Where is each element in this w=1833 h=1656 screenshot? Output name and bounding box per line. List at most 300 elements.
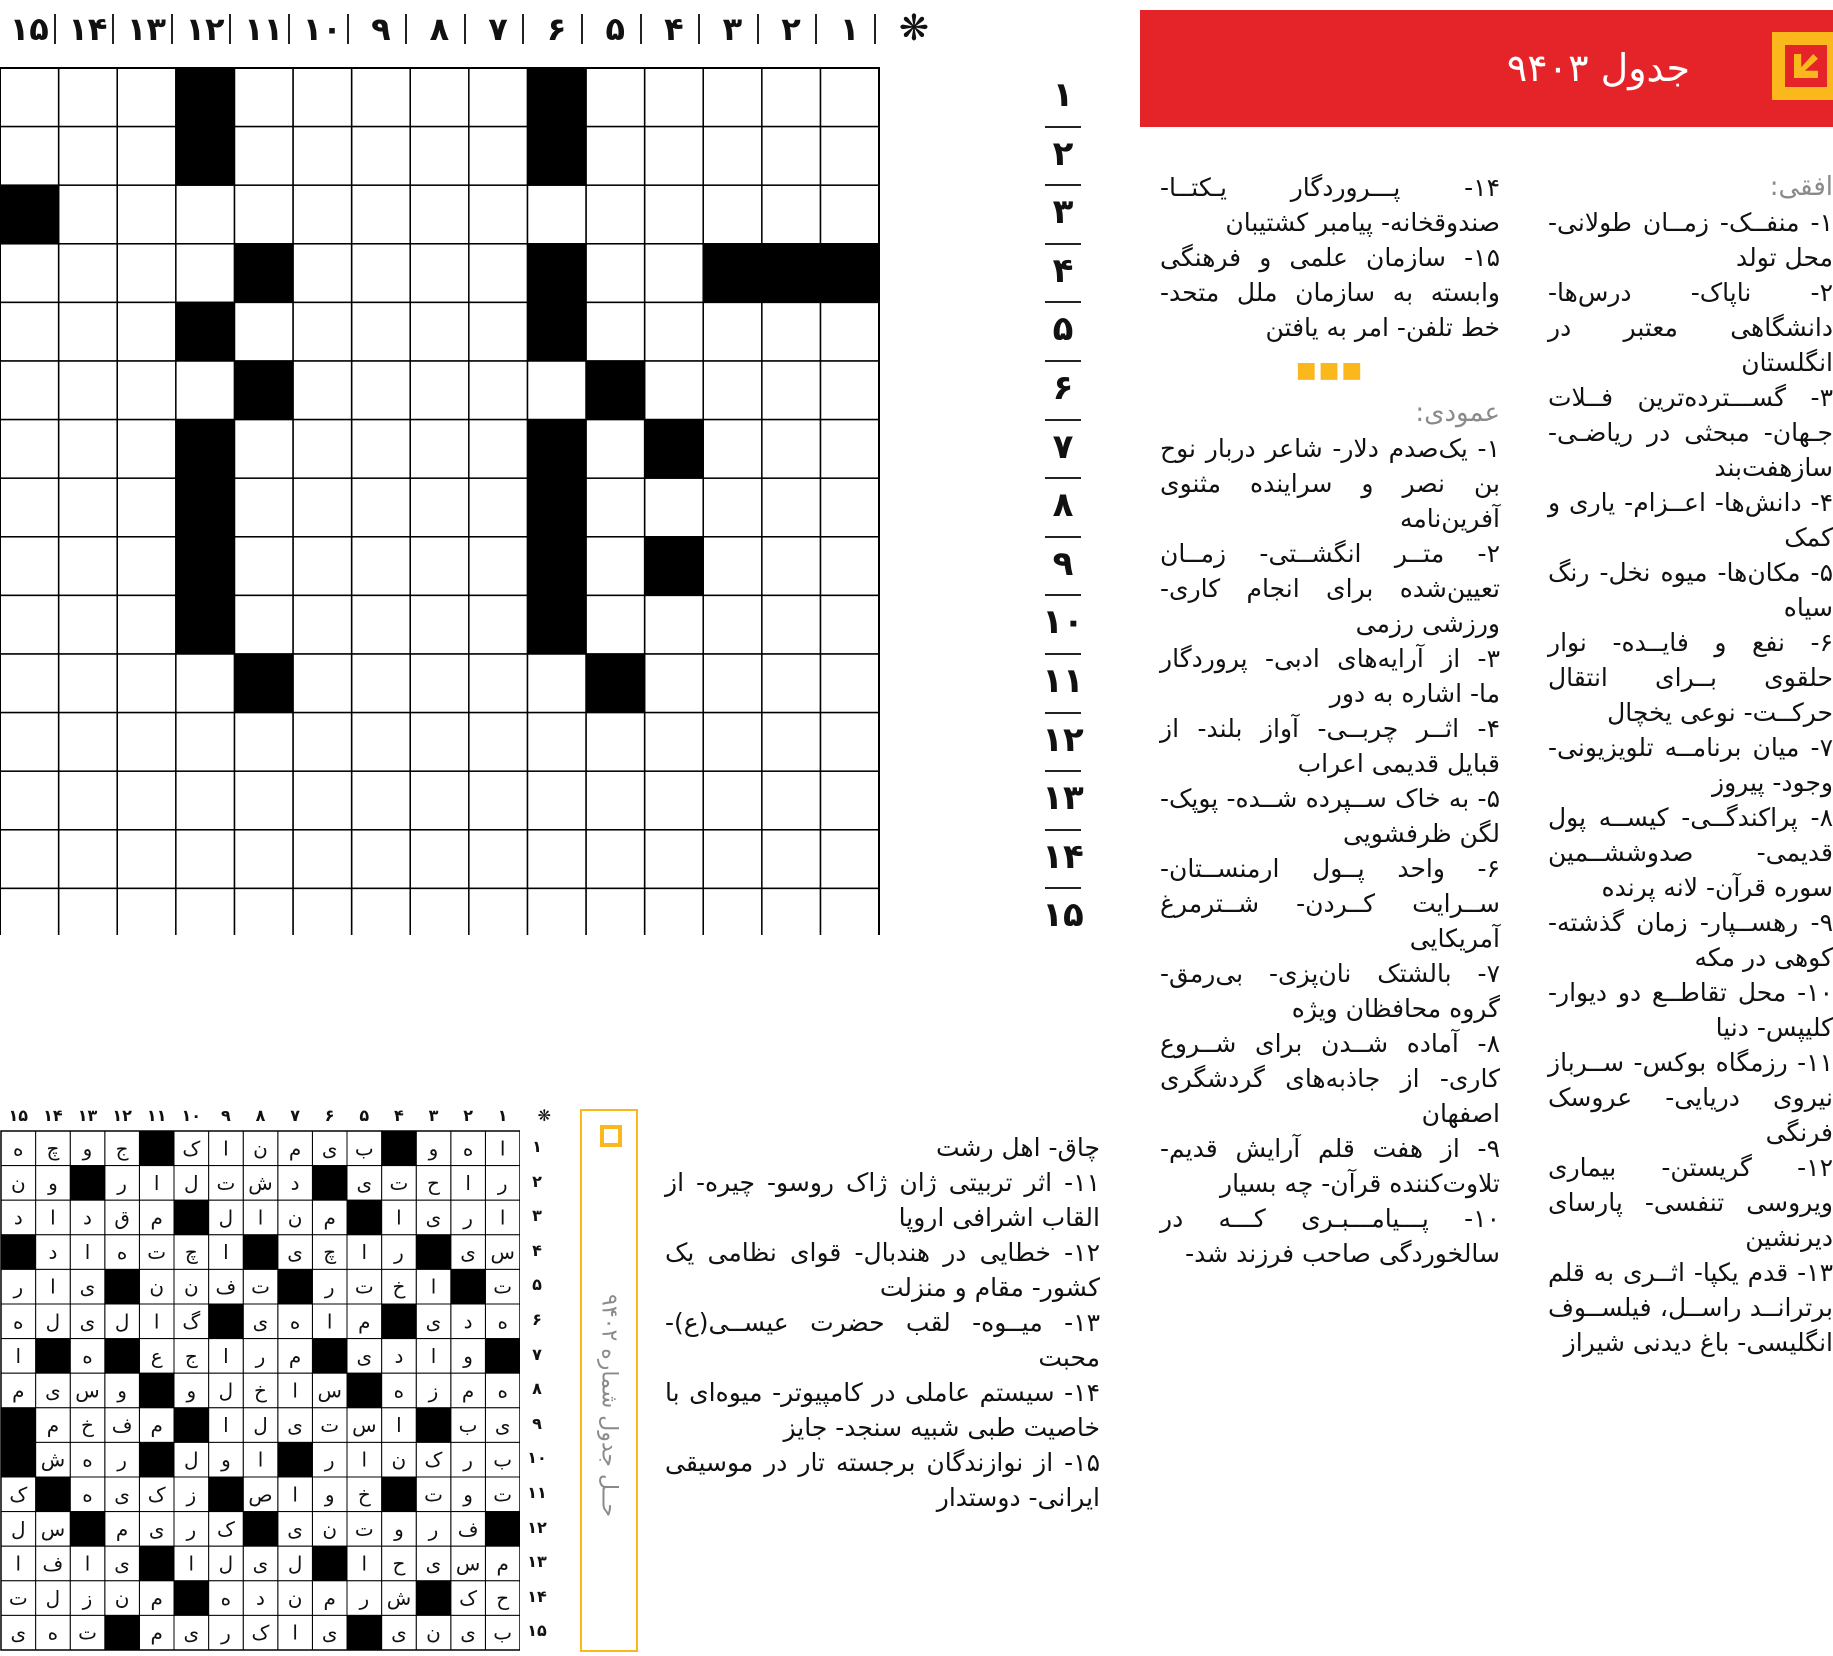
grid-cell[interactable]	[352, 244, 411, 303]
grid-cell[interactable]	[820, 478, 879, 537]
solution-black-cell	[209, 1304, 244, 1339]
grid-cell[interactable]	[469, 830, 528, 889]
solution-letter: ت	[251, 1274, 270, 1299]
down-clue: ۱۲- خطایی در هندبال- قوای نظامی یک کشور- مقام و منزلت	[665, 1238, 1100, 1302]
grid-cell[interactable]	[293, 830, 352, 889]
grid-cell[interactable]	[352, 68, 411, 127]
solution-letter: ن	[114, 1586, 130, 1611]
solution-letter: و	[186, 1378, 197, 1403]
grid-cell[interactable]	[703, 302, 762, 361]
grid-cell[interactable]	[645, 713, 704, 772]
grid-cell[interactable]	[703, 478, 762, 537]
grid-cell[interactable]	[176, 830, 235, 889]
grid-cell[interactable]	[293, 244, 352, 303]
corner-star-icon: ❋	[898, 8, 930, 49]
grid-cell[interactable]	[820, 537, 879, 596]
grid-cell[interactable]	[352, 361, 411, 420]
down-clue: ۱۳- میــوه- لقب حضرت عیســی(ع)- محبت	[665, 1308, 1100, 1372]
grid-cell[interactable]	[352, 771, 411, 830]
grid-cell[interactable]	[59, 830, 118, 889]
solution-letter: م	[150, 1586, 163, 1611]
grid-cell[interactable]	[410, 537, 469, 596]
grid-cell[interactable]	[762, 68, 821, 127]
grid-cell[interactable]	[352, 888, 411, 935]
grid-cell[interactable]	[117, 361, 176, 420]
grid-cell[interactable]	[820, 185, 879, 244]
grid-cell[interactable]	[762, 595, 821, 654]
solution-row-number: ۱۴	[527, 1586, 547, 1606]
grid-cell[interactable]	[586, 185, 645, 244]
across-clue: ۱۳- قدم یکپا- اثــری به قلم برترانــد راســل، فیلســوف انگلیسی- باغ دیدنی شیراز	[1548, 1258, 1833, 1357]
grid-cell[interactable]	[234, 127, 293, 186]
solution-column-number: ۱۰	[181, 1106, 202, 1125]
grid-cell[interactable]	[293, 888, 352, 935]
down-clue: ۱۰- پـــیامـــبـری کـــه در سالخوردگی صاحب فرزند شد-	[1160, 1204, 1500, 1268]
grid-cell[interactable]	[762, 830, 821, 889]
grid-cell[interactable]	[293, 302, 352, 361]
grid-cell[interactable]	[762, 478, 821, 537]
grid-cell[interactable]	[352, 595, 411, 654]
grid-cell[interactable]	[117, 888, 176, 935]
grid-cell[interactable]	[762, 302, 821, 361]
solution-letter: ی	[45, 1378, 61, 1403]
solution-letter: ت	[354, 1274, 374, 1299]
across-clue: ۱- منفــک- زمــان طولانی- محل تولد	[1548, 208, 1833, 272]
solution-black-cell	[139, 1546, 174, 1581]
black-cell	[762, 244, 821, 303]
grid-cell[interactable]	[352, 478, 411, 537]
grid-cell[interactable]	[0, 595, 59, 654]
grid-cell[interactable]	[0, 127, 59, 186]
across-clue: ۵- مکان‌ها- میوه نخل- رنگ سیاه	[1548, 558, 1833, 622]
grid-cell[interactable]	[0, 713, 59, 772]
solution-letter: د	[48, 1240, 58, 1265]
grid-cell[interactable]	[293, 420, 352, 479]
grid-cell[interactable]	[762, 185, 821, 244]
grid-cell[interactable]	[820, 127, 879, 186]
solution-letter: ر	[324, 1274, 335, 1299]
solution-black-cell	[174, 1408, 209, 1443]
grid-cell[interactable]	[117, 302, 176, 361]
grid-cell[interactable]	[645, 361, 704, 420]
grid-cell[interactable]	[293, 537, 352, 596]
grid-cell[interactable]	[527, 185, 586, 244]
grid-cell[interactable]	[820, 654, 879, 713]
grid-cell[interactable]	[469, 420, 528, 479]
grid-cell[interactable]	[410, 888, 469, 935]
solution-black-cell	[139, 1442, 174, 1477]
grid-cell[interactable]	[645, 888, 704, 935]
grid-cell[interactable]	[586, 771, 645, 830]
grid-cell[interactable]	[469, 361, 528, 420]
solution-letter: و	[324, 1482, 335, 1507]
solution-letter: ت	[493, 1482, 513, 1507]
grid-cell[interactable]	[410, 654, 469, 713]
grid-cell[interactable]	[410, 127, 469, 186]
grid-cell[interactable]	[469, 244, 528, 303]
grid-cell[interactable]	[645, 302, 704, 361]
grid-cell[interactable]	[59, 361, 118, 420]
grid-cell[interactable]	[586, 68, 645, 127]
solution-black-cell	[1, 1235, 36, 1270]
grid-cell[interactable]	[820, 361, 879, 420]
grid-cell[interactable]	[59, 420, 118, 479]
grid-cell[interactable]	[59, 302, 118, 361]
black-cell	[176, 127, 235, 186]
row-number: ۸	[1052, 485, 1074, 526]
grid-cell[interactable]	[586, 420, 645, 479]
column-divider	[581, 14, 583, 44]
grid-cell[interactable]	[586, 302, 645, 361]
grid-cell[interactable]	[176, 244, 235, 303]
solution-letter: ز	[82, 1586, 93, 1611]
grid-cell[interactable]	[117, 771, 176, 830]
grid-cell[interactable]	[527, 713, 586, 772]
solution-letter: ا	[499, 1136, 506, 1161]
grid-cell[interactable]	[645, 478, 704, 537]
grid-cell[interactable]	[469, 478, 528, 537]
grid-cell[interactable]	[59, 888, 118, 935]
grid-cell[interactable]	[234, 302, 293, 361]
grid-cell[interactable]	[645, 654, 704, 713]
grid-cell[interactable]	[293, 127, 352, 186]
grid-cell[interactable]	[586, 888, 645, 935]
row-number: ۴	[1052, 250, 1074, 291]
grid-cell[interactable]	[59, 771, 118, 830]
grid-cell[interactable]	[586, 830, 645, 889]
grid-cell[interactable]	[586, 127, 645, 186]
grid-cell[interactable]	[703, 361, 762, 420]
grid-cell[interactable]	[352, 420, 411, 479]
grid-cell[interactable]	[410, 185, 469, 244]
solution-letter: ا	[223, 1136, 229, 1161]
grid-cell[interactable]	[645, 830, 704, 889]
grid-cell[interactable]	[176, 654, 235, 713]
black-cell	[703, 244, 762, 303]
grid-cell[interactable]	[820, 830, 879, 889]
grid-cell[interactable]	[410, 595, 469, 654]
grid-cell[interactable]	[117, 654, 176, 713]
grid-cell[interactable]	[410, 361, 469, 420]
grid-cell[interactable]	[0, 771, 59, 830]
row-number: ۷	[1052, 426, 1074, 467]
grid-cell[interactable]	[820, 68, 879, 127]
grid-cell[interactable]	[410, 771, 469, 830]
grid-cell[interactable]	[0, 244, 59, 303]
down-clue: ۷- بالشتک نان‌پزی- بی‌رمق- گروه محافظان ویژه	[1160, 959, 1500, 1023]
grid-cell[interactable]	[293, 771, 352, 830]
grid-cell[interactable]	[0, 478, 59, 537]
solution-black-cell	[347, 1615, 382, 1650]
grid-cell[interactable]	[703, 68, 762, 127]
grid-cell[interactable]	[586, 713, 645, 772]
grid-cell[interactable]	[527, 830, 586, 889]
grid-cell[interactable]	[234, 537, 293, 596]
grid-cell[interactable]	[234, 420, 293, 479]
solution-letter: ا	[50, 1205, 56, 1230]
grid-cell[interactable]	[234, 185, 293, 244]
grid-cell[interactable]	[59, 127, 118, 186]
grid-cell[interactable]	[0, 537, 59, 596]
solution-letter: ل	[253, 1413, 268, 1438]
grid-cell[interactable]	[703, 537, 762, 596]
grid-cell[interactable]	[469, 595, 528, 654]
grid-cell[interactable]	[527, 654, 586, 713]
solution-letter: ا	[257, 1447, 264, 1472]
grid-cell[interactable]	[469, 185, 528, 244]
grid-cell[interactable]	[410, 420, 469, 479]
solution-letter: ن	[391, 1447, 407, 1472]
grid-cell[interactable]	[59, 68, 118, 127]
grid-cell[interactable]	[469, 888, 528, 935]
black-cell	[586, 361, 645, 420]
grid-cell[interactable]	[117, 595, 176, 654]
grid-cell[interactable]	[234, 713, 293, 772]
section-separator: ■■■	[1295, 358, 1365, 383]
solution-letter: ک	[459, 1586, 478, 1611]
solution-letter: ن	[10, 1170, 26, 1195]
solution-letter: ا	[153, 1309, 160, 1334]
grid-cell[interactable]	[762, 654, 821, 713]
solution-letter: ا	[84, 1551, 91, 1576]
grid-cell[interactable]	[117, 478, 176, 537]
across-clue: ۴- دانش‌ها- اعــزام- یاری و کمک	[1548, 488, 1833, 552]
grid-cell[interactable]	[703, 127, 762, 186]
grid-cell[interactable]	[820, 713, 879, 772]
column-divider	[874, 14, 876, 44]
grid-cell[interactable]	[352, 713, 411, 772]
grid-cell[interactable]	[352, 537, 411, 596]
grid-cell[interactable]	[234, 478, 293, 537]
grid-cell[interactable]	[410, 478, 469, 537]
grid-cell[interactable]	[293, 654, 352, 713]
solution-letter: ل	[45, 1309, 61, 1334]
grid-cell[interactable]	[293, 68, 352, 127]
solution-letter: ن	[322, 1516, 338, 1541]
solution-black-cell	[139, 1373, 174, 1408]
grid-cell[interactable]	[645, 127, 704, 186]
grid-cell[interactable]	[352, 127, 411, 186]
grid-cell[interactable]	[352, 830, 411, 889]
grid-cell[interactable]	[117, 185, 176, 244]
grid-cell[interactable]	[703, 185, 762, 244]
solution-letter: چ	[323, 1240, 337, 1265]
solution-black-cell	[243, 1512, 278, 1547]
solution-letter: ه	[82, 1447, 93, 1472]
solution-letter: ل	[114, 1309, 130, 1334]
grid-cell[interactable]	[117, 537, 176, 596]
grid-cell[interactable]	[586, 537, 645, 596]
solution-letter: ع	[150, 1343, 163, 1368]
grid-cell[interactable]	[0, 361, 59, 420]
solution-row-number: ۸	[532, 1379, 542, 1399]
solution-black-cell	[312, 1166, 347, 1201]
grid-cell[interactable]	[469, 127, 528, 186]
grid-cell[interactable]	[703, 595, 762, 654]
grid-cell[interactable]	[703, 830, 762, 889]
grid-cell[interactable]	[703, 420, 762, 479]
grid-cell[interactable]	[527, 361, 586, 420]
grid-cell[interactable]	[410, 830, 469, 889]
solution-column-number: ۱۱	[146, 1106, 167, 1125]
grid-cell[interactable]	[234, 68, 293, 127]
grid-cell[interactable]	[410, 68, 469, 127]
grid-cell[interactable]	[0, 888, 59, 935]
solution-letter: ا	[292, 1482, 298, 1507]
grid-cell[interactable]	[117, 68, 176, 127]
solution-letter: ا	[84, 1240, 91, 1265]
grid-cell[interactable]	[293, 713, 352, 772]
grid-cell[interactable]	[59, 478, 118, 537]
grid-cell[interactable]	[176, 771, 235, 830]
grid-cell[interactable]	[176, 185, 235, 244]
grid-cell[interactable]	[59, 185, 118, 244]
column-divider	[229, 14, 231, 44]
solution-grid	[0, 1130, 520, 1656]
grid-cell[interactable]	[820, 771, 879, 830]
solution-letter: م	[150, 1205, 163, 1230]
grid-cell[interactable]	[0, 654, 59, 713]
grid-cell[interactable]	[645, 68, 704, 127]
grid-cell[interactable]	[176, 713, 235, 772]
solution-column-number: ۱۵	[8, 1106, 29, 1125]
grid-cell[interactable]	[410, 713, 469, 772]
row-divider	[1045, 360, 1081, 362]
grid-cell[interactable]	[645, 185, 704, 244]
grid-cell[interactable]	[762, 127, 821, 186]
solution-letter: م	[288, 1343, 302, 1368]
solution-letter: ر	[255, 1343, 266, 1368]
grid-cell[interactable]	[410, 244, 469, 303]
grid-cell[interactable]	[352, 185, 411, 244]
grid-cell[interactable]	[59, 537, 118, 596]
grid-cell[interactable]	[645, 595, 704, 654]
grid-cell[interactable]	[469, 771, 528, 830]
solution-letter: ن	[253, 1136, 268, 1161]
grid-cell[interactable]	[703, 713, 762, 772]
puzzle-title-banner	[1140, 10, 1833, 127]
solution-letter: ح	[392, 1551, 406, 1576]
grid-cell[interactable]	[703, 888, 762, 935]
grid-cell[interactable]	[586, 595, 645, 654]
grid-cell[interactable]	[234, 888, 293, 935]
grid-cell[interactable]	[645, 771, 704, 830]
grid-cell[interactable]	[0, 420, 59, 479]
grid-cell[interactable]	[820, 420, 879, 479]
solution-column-number: ۷	[290, 1106, 300, 1125]
grid-cell[interactable]	[469, 713, 528, 772]
solution-letter: د	[394, 1343, 404, 1368]
grid-cell[interactable]	[762, 888, 821, 935]
grid-cell[interactable]	[293, 478, 352, 537]
solution-letter: ی	[79, 1274, 96, 1299]
solution-letter: ی	[356, 1343, 373, 1368]
solution-black-cell	[105, 1339, 140, 1374]
grid-cell[interactable]	[586, 244, 645, 303]
solution-letter: ا	[396, 1205, 402, 1230]
solution-letter: ی	[114, 1482, 130, 1507]
grid-cell[interactable]	[293, 361, 352, 420]
grid-cell[interactable]	[762, 537, 821, 596]
across-clue: ۲- ناپاک- درس‌ها- دانشگاهی معتبر در انگلستان	[1548, 278, 1833, 377]
grid-cell[interactable]	[59, 654, 118, 713]
grid-cell[interactable]	[117, 244, 176, 303]
grid-cell[interactable]	[762, 361, 821, 420]
row-divider	[1045, 887, 1081, 889]
solution-letter: ن	[149, 1274, 165, 1299]
grid-cell[interactable]	[117, 127, 176, 186]
down-clues-continued-column	[665, 1130, 1100, 1515]
grid-cell[interactable]	[117, 420, 176, 479]
grid-cell[interactable]	[352, 302, 411, 361]
row-divider	[1045, 770, 1081, 772]
grid-cell[interactable]	[0, 302, 59, 361]
grid-cell[interactable]	[234, 830, 293, 889]
solution-letter: ی	[148, 1516, 165, 1541]
grid-cell[interactable]	[117, 713, 176, 772]
grid-cell[interactable]	[234, 771, 293, 830]
across-clue: ۱۱- رزمگاه بوکس- ســرباز نیروی دریایی- عروسک فرنگی	[1548, 1048, 1833, 1147]
grid-cell[interactable]	[762, 420, 821, 479]
grid-cell[interactable]	[469, 537, 528, 596]
grid-cell[interactable]	[176, 361, 235, 420]
solution-letter: ا	[15, 1551, 22, 1576]
grid-cell[interactable]	[820, 595, 879, 654]
solution-letter: ر	[394, 1240, 404, 1265]
solution-black-cell	[209, 1477, 244, 1512]
grid-cell[interactable]	[0, 830, 59, 889]
grid-cell[interactable]	[293, 185, 352, 244]
grid-cell[interactable]	[410, 302, 469, 361]
column-divider	[815, 14, 817, 44]
main-crossword-grid[interactable]	[0, 67, 1034, 935]
solution-letter: ا	[223, 1343, 229, 1368]
grid-cell[interactable]	[59, 713, 118, 772]
grid-cell[interactable]	[293, 595, 352, 654]
solution-letter: ی	[494, 1413, 511, 1438]
grid-cell[interactable]	[176, 888, 235, 935]
solution-black-cell	[312, 1339, 347, 1374]
solution-letter: ه	[13, 1309, 24, 1334]
solution-black-cell	[347, 1200, 382, 1235]
grid-cell[interactable]	[762, 771, 821, 830]
grid-cell[interactable]	[59, 244, 118, 303]
grid-cell[interactable]	[762, 713, 821, 772]
grid-cell[interactable]	[469, 68, 528, 127]
row-divider	[1045, 419, 1081, 421]
solution-letter: ا	[361, 1447, 368, 1472]
grid-cell[interactable]	[820, 888, 879, 935]
grid-cell[interactable]	[352, 654, 411, 713]
grid-cell[interactable]	[703, 771, 762, 830]
solution-letter: ا	[430, 1343, 437, 1368]
grid-cell[interactable]	[469, 302, 528, 361]
grid-cell[interactable]	[469, 654, 528, 713]
grid-cell[interactable]	[117, 830, 176, 889]
grid-cell[interactable]	[820, 302, 879, 361]
grid-cell[interactable]	[527, 771, 586, 830]
grid-cell[interactable]	[703, 654, 762, 713]
grid-cell[interactable]	[527, 888, 586, 935]
grid-cell[interactable]	[59, 595, 118, 654]
grid-cell[interactable]	[645, 244, 704, 303]
grid-cell[interactable]	[586, 478, 645, 537]
grid-cell[interactable]	[234, 595, 293, 654]
grid-cell[interactable]	[0, 68, 59, 127]
solution-letter: ی	[287, 1240, 303, 1265]
black-cell	[527, 302, 586, 361]
row-number: ۱۵	[1042, 895, 1084, 936]
